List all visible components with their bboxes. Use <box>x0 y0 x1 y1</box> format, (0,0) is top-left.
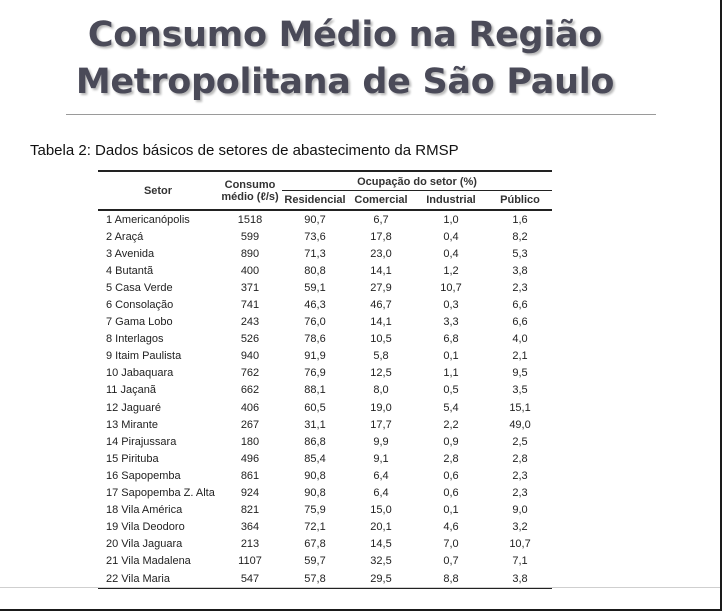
table-row <box>98 245 552 262</box>
cell-industrial: 0,4 <box>443 230 459 243</box>
cell-consumo: 599 <box>240 230 260 243</box>
header-residencial: Residencial <box>282 191 348 211</box>
cell-setor: 19 Vila Deodoro <box>106 521 185 534</box>
cell-comercial: 32,5 <box>370 555 392 568</box>
cell-residencial: 90,8 <box>304 487 326 500</box>
cell-setor: 16 Sapopemba <box>106 469 181 482</box>
header-consumo-line-1: Consumo <box>224 178 276 191</box>
cell-publico: 4,0 <box>512 333 528 346</box>
cell-consumo: 496 <box>240 452 260 465</box>
cell-residencial: 85,4 <box>304 452 326 465</box>
table-row <box>98 536 552 553</box>
table-row <box>98 314 552 331</box>
cell-publico: 6,6 <box>512 316 528 329</box>
cell-industrial: 0,1 <box>443 504 459 517</box>
header-comercial: Comercial <box>348 191 414 211</box>
table-row <box>98 228 552 245</box>
table-row <box>98 279 552 296</box>
cell-residencial: 31,1 <box>304 418 326 431</box>
cell-setor: 9 Itaim Paulista <box>106 350 182 363</box>
cell-setor: 17 Sapopemba Z. Alta <box>106 487 215 500</box>
cell-industrial: 0,4 <box>443 247 459 260</box>
cell-consumo: 213 <box>240 538 260 551</box>
cell-setor: 2 Araçá <box>106 230 144 243</box>
cell-publico: 2,3 <box>512 281 528 294</box>
cell-publico: 49,0 <box>509 418 531 431</box>
slide-title <box>0 12 690 106</box>
cell-comercial: 6,4 <box>373 469 389 482</box>
cell-industrial: 2,8 <box>443 452 459 465</box>
cell-industrial: 1,2 <box>443 264 459 277</box>
cell-publico: 1,6 <box>512 213 528 226</box>
cell-setor: 7 Gama Lobo <box>106 316 173 329</box>
cell-setor: 8 Interlagos <box>106 333 164 346</box>
cell-consumo: 267 <box>240 418 260 431</box>
cell-setor: 13 Mirante <box>106 418 158 431</box>
table-row <box>98 365 552 382</box>
cell-comercial: 17,7 <box>370 418 392 431</box>
table-row <box>98 553 552 570</box>
cell-comercial: 19,0 <box>370 401 392 414</box>
cell-setor: 20 Vila Jaguara <box>106 538 183 551</box>
cell-publico: 9,5 <box>512 367 528 380</box>
cell-consumo: 243 <box>240 316 260 329</box>
table-body <box>98 210 552 588</box>
cell-comercial: 12,5 <box>370 367 392 380</box>
cell-comercial: 46,7 <box>370 299 392 312</box>
cell-comercial: 23,0 <box>370 247 392 260</box>
slide-title-line-2: Metropolitana de São Paulo <box>75 62 615 102</box>
cell-setor: 6 Consolação <box>106 299 174 312</box>
cell-setor: 21 Vila Madalena <box>106 555 191 568</box>
cell-consumo: 526 <box>240 333 260 346</box>
cell-consumo: 890 <box>240 247 260 260</box>
cell-industrial: 10,7 <box>440 281 462 294</box>
cell-residencial: 75,9 <box>304 504 326 517</box>
table-row <box>98 210 552 228</box>
cell-consumo: 406 <box>240 401 260 414</box>
cell-industrial: 1,0 <box>443 213 459 226</box>
cell-setor: 18 Vila América <box>106 504 183 517</box>
cell-consumo: 861 <box>240 469 260 482</box>
cell-comercial: 17,8 <box>370 230 392 243</box>
cell-industrial: 0,6 <box>443 469 459 482</box>
cell-consumo: 924 <box>240 487 260 500</box>
table-row <box>98 331 552 348</box>
cell-setor: 14 Pirajussara <box>106 435 177 448</box>
cell-publico: 5,3 <box>512 247 528 260</box>
table-row <box>98 467 552 484</box>
cell-industrial: 7,0 <box>443 538 459 551</box>
cell-consumo: 180 <box>240 435 260 448</box>
cell-residencial: 90,8 <box>304 469 326 482</box>
cell-industrial: 8,8 <box>414 570 488 588</box>
cell-residencial: 88,1 <box>304 384 326 397</box>
cell-residencial: 86,8 <box>304 435 326 448</box>
footer-line <box>0 587 720 588</box>
cell-setor: 4 Butantã <box>106 264 154 277</box>
cell-consumo: 940 <box>240 350 260 363</box>
cell-comercial: 6,7 <box>373 213 389 226</box>
cell-industrial: 3,3 <box>443 316 459 329</box>
cell-consumo: 371 <box>240 281 260 294</box>
cell-consumo: 741 <box>240 299 260 312</box>
cell-publico: 2,1 <box>512 350 528 363</box>
cell-consumo: 364 <box>240 521 260 534</box>
cell-comercial: 14,1 <box>370 264 392 277</box>
cell-consumo: 1107 <box>238 555 262 568</box>
cell-publico: 3,2 <box>512 521 528 534</box>
cell-residencial: 78,6 <box>304 333 326 346</box>
cell-consumo: 547 <box>218 570 282 588</box>
header-consumo-line-2: médio (ℓ/s) <box>221 190 279 203</box>
table-caption: Tabela 2: Dados básicos de setores de abastecimento da RMSP <box>30 142 459 159</box>
cell-industrial: 0,1 <box>443 350 459 363</box>
header-publico: Público <box>488 191 552 211</box>
cell-consumo: 400 <box>240 264 260 277</box>
cell-comercial: 9,9 <box>373 435 389 448</box>
cell-residencial: 71,3 <box>304 247 326 260</box>
cell-publico: 3,8 <box>488 570 552 588</box>
cell-industrial: 0,6 <box>443 487 459 500</box>
table-row <box>98 519 552 536</box>
cell-publico: 2,3 <box>512 487 528 500</box>
cell-setor: 12 Jaguaré <box>106 401 162 414</box>
table-row <box>98 502 552 519</box>
cell-comercial: 29,5 <box>348 570 414 588</box>
cell-residencial: 72,1 <box>304 521 326 534</box>
table-header <box>98 171 552 210</box>
cell-publico: 2,3 <box>512 469 528 482</box>
cell-residencial: 60,5 <box>304 401 326 414</box>
cell-comercial: 14,5 <box>370 538 392 551</box>
cell-comercial: 14,1 <box>370 316 392 329</box>
cell-publico: 7,1 <box>512 555 528 568</box>
table-row <box>98 262 552 279</box>
slide-title-line-1: Consumo Médio na Região <box>87 15 603 55</box>
cell-comercial: 20,1 <box>370 521 392 534</box>
table-row <box>98 433 552 450</box>
cell-residencial: 59,7 <box>304 555 326 568</box>
cell-publico: 9,0 <box>512 504 528 517</box>
header-ocupacao: Ocupação do setor (%) <box>282 171 552 191</box>
cell-consumo: 821 <box>240 504 260 517</box>
cell-residencial: 73,6 <box>304 230 326 243</box>
cell-setor: 22 Vila Maria <box>98 570 218 588</box>
table-row <box>98 348 552 365</box>
cell-industrial: 5,4 <box>443 401 459 414</box>
title-divider <box>66 114 656 115</box>
table-row <box>98 382 552 399</box>
cell-residencial: 91,9 <box>304 350 326 363</box>
table-row <box>98 296 552 313</box>
table-row <box>98 416 552 433</box>
table-row <box>98 450 552 467</box>
cell-setor: 1 Americanópolis <box>106 213 190 226</box>
cell-residencial: 59,1 <box>304 281 326 294</box>
cell-industrial: 1,1 <box>443 367 459 380</box>
cell-industrial: 0,9 <box>443 435 459 448</box>
table-row <box>98 570 552 588</box>
cell-industrial: 6,8 <box>443 333 459 346</box>
cell-publico: 15,1 <box>509 401 531 414</box>
table-row <box>98 485 552 502</box>
cell-comercial: 8,0 <box>373 384 389 397</box>
cell-residencial: 57,8 <box>282 570 348 588</box>
cell-setor: 15 Pirituba <box>106 452 159 465</box>
cell-publico: 2,5 <box>512 435 528 448</box>
cell-publico: 8,2 <box>512 230 528 243</box>
cell-industrial: 2,2 <box>443 418 459 431</box>
cell-publico: 6,6 <box>512 299 528 312</box>
cell-residencial: 67,8 <box>304 538 326 551</box>
cell-setor: 11 Jaçanã <box>106 384 156 397</box>
cell-consumo: 662 <box>240 384 260 397</box>
cell-residencial: 90,7 <box>304 213 326 226</box>
cell-setor: 3 Avenida <box>106 247 155 260</box>
cell-comercial: 5,8 <box>373 350 389 363</box>
cell-residencial: 76,0 <box>304 316 326 329</box>
cell-industrial: 4,6 <box>443 521 459 534</box>
cell-industrial: 0,5 <box>443 384 459 397</box>
cell-comercial: 15,0 <box>370 504 392 517</box>
cell-publico: 2,8 <box>512 452 528 465</box>
cell-industrial: 0,7 <box>443 555 459 568</box>
cell-publico: 10,7 <box>509 538 531 551</box>
cell-comercial: 9,1 <box>373 452 389 465</box>
header-setor: Setor <box>98 171 218 210</box>
header-industrial: Industrial <box>414 191 488 211</box>
cell-setor: 5 Casa Verde <box>106 281 173 294</box>
table-row <box>98 399 552 416</box>
cell-residencial: 76,9 <box>304 367 326 380</box>
cell-publico: 3,5 <box>512 384 528 397</box>
cell-residencial: 80,8 <box>304 264 326 277</box>
data-table <box>98 170 552 589</box>
cell-comercial: 6,4 <box>373 487 389 500</box>
cell-consumo: 1518 <box>237 213 263 226</box>
header-consumo <box>218 171 282 210</box>
cell-residencial: 46,3 <box>304 299 326 312</box>
cell-setor: 10 Jabaquara <box>106 367 174 380</box>
cell-comercial: 10,5 <box>370 333 392 346</box>
cell-industrial: 0,3 <box>443 299 459 312</box>
cell-comercial: 27,9 <box>370 281 392 294</box>
cell-consumo: 762 <box>240 367 260 380</box>
table-container <box>98 170 552 589</box>
cell-publico: 3,8 <box>512 264 528 277</box>
